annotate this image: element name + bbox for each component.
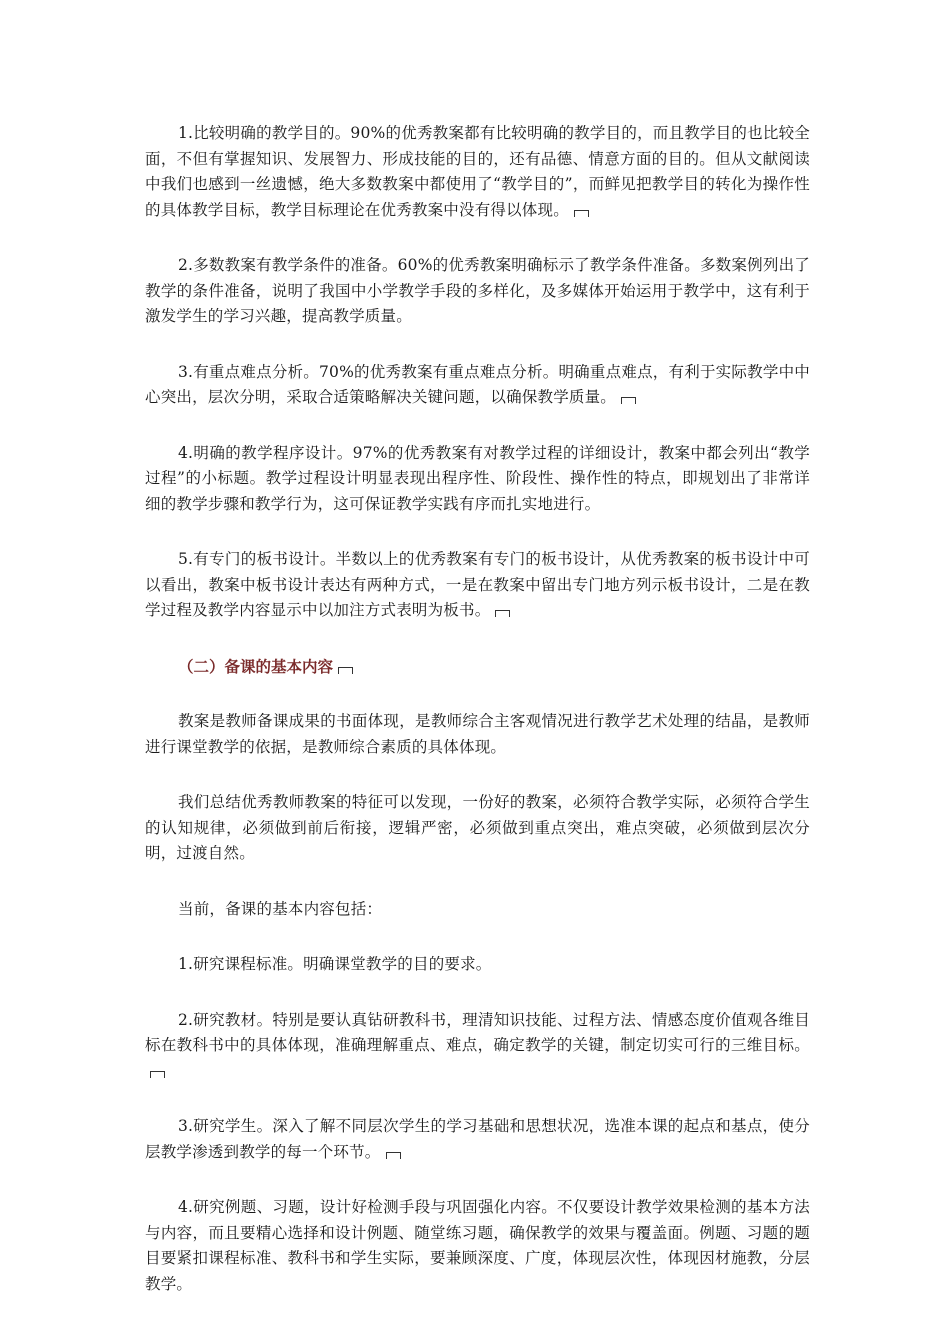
paragraph-mark-icon [338, 667, 353, 674]
paragraph-good-plan-features: 我们总结优秀教师教案的特征可以发现，一份好的教案，必须符合教学实际，必须符合学生的认知规律，必须做到前后衔接，逻辑严密，必须做到重点突出，难点突破，必须做到层次分明，过渡自然。 [145, 793, 810, 862]
paragraph-mark-icon [386, 1152, 401, 1159]
paragraph-study-students: 3.研究学生。深入了解不同层次学生的学习基础和思想状况，选准本课的起点和基点，使分层教学渗透到教学的每一个环节。 [145, 1117, 810, 1161]
paragraph-key-difficult-points: 3.有重点难点分析。70%的优秀教案有重点难点分析。明确重点难点，有利于实际教学中中心突出，层次分明，采取合适策略解决关键问题，以确保教学质量。 [145, 362, 810, 406]
paragraph-contents-intro: 当前，备课的基本内容包括： [178, 899, 383, 918]
paragraph-teaching-procedure: 4.明确的教学程序设计。97%的优秀教案有对教学过程的详细设计，教案中都会列出“教学过程”的小标题。教学过程设计明显表现出程序性、阶段性、操作性的特点，即规划出了非常详细的教学步骤和教学行为，这可保证教学实践有序而扎实地进行。 [145, 443, 810, 513]
paragraph-mark-icon [495, 610, 510, 617]
paragraph-study-exercises: 4.研究例题、习题，设计好检测手段与巩固强化内容。不仅要设计教学效果检测的基本方法与内容，而且要精心选择和设计例题、随堂练习题，确保教学的效果与覆盖面。例题、习题的题目要紧扣课程标准、教科书和学生实际，要兼顾深度、广度，体现层次性，体现因材施教，分层教学。 [145, 1198, 810, 1293]
paragraph-lesson-plan-definition: 教案是教师备课成果的书面体现，是教师综合主客观情况进行教学艺术处理的结晶，是教师进行课堂教学的依据，是教师综合素质的具体体现。 [145, 712, 810, 756]
paragraph-study-curriculum: 1.研究课程标准。明确课堂教学的目的要求。 [178, 955, 492, 973]
paragraph-study-textbook: 2.研究教材。特别是要认真钻研教科书，理清知识技能、过程方法、情感态度价值观各维目标在教科书中的具体体现，准确理解重点、难点，确定教学的关键，制定切实可行的三维目标。 [145, 1008, 810, 1085]
section-heading: （二）备课的基本内容 [145, 654, 810, 680]
paragraph-blackboard-design: 5.有专门的板书设计。半数以上的优秀教案有专门的板书设计，从优秀教案的板书设计中可以看出，教案中板书设计表达有两种方式，一是在教案中留出专门地方列示板书设计，二是在教学过程及教学内容显示中以加注方式表明为板书。 [145, 550, 810, 619]
paragraph-teaching-conditions: 2.多数教案有教学条件的准备。60%的优秀教案明确标示了教学条件准备。多数案例列出了教学的条件准备，说明了我国中小学教学手段的多样化，及多媒体开始运用于教学中，这有利于激发学生的学习兴趣，提高教学质量。 [145, 256, 810, 325]
paragraph-mark-icon [621, 397, 636, 404]
paragraph-teaching-purpose: 1.比较明确的教学目的。90%的优秀教案都有比较明确的教学目的，而且教学目的也比较全面，不但有掌握知识、发展智力、形成技能的目的，还有品德、情意方面的目的。但从文献阅读中我们也感到一丝遗憾，绝大多数教案中都使用了“教学目的”，而鲜见把教学目的转化为操作性的具体教学目标，教学目标理论在优秀教案中没有得以体现。 [145, 124, 810, 219]
paragraph-mark-icon [574, 210, 589, 217]
paragraph-mark-icon [150, 1071, 165, 1078]
document-body [145, 121, 810, 1327]
